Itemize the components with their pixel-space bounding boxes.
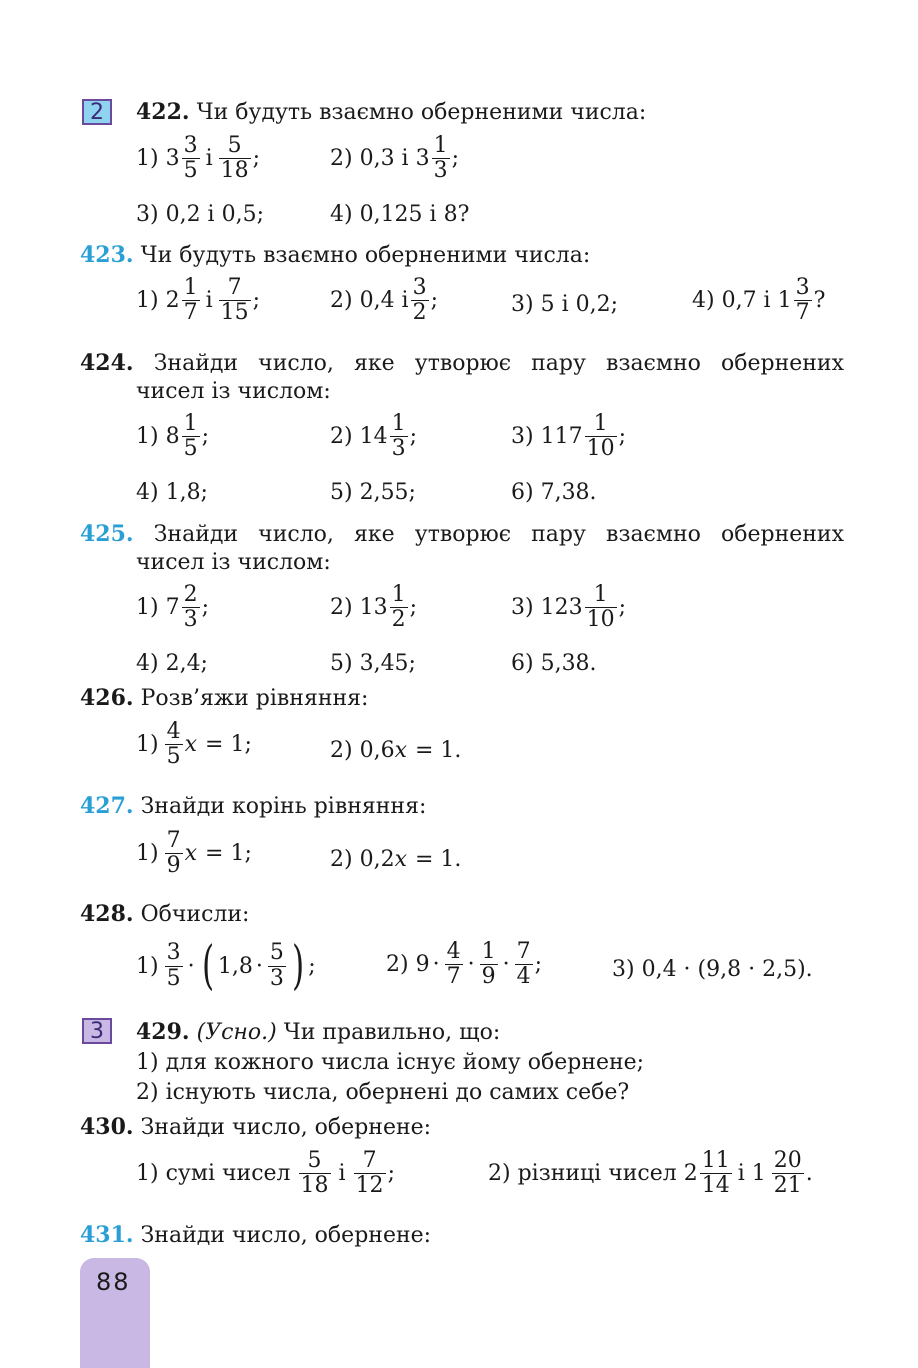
problem-number: 422.	[136, 99, 190, 125]
fraction: $\frac{5}{3}$	[269, 940, 284, 991]
problem-number: 425.	[80, 521, 134, 547]
problem-422-item-1: 1) 3 $\frac{3}{5}$ і $\frac{5}{18}$ ;	[136, 133, 261, 184]
problem-429-item-2: 2) існують числа, обернені до самих себе?	[136, 1080, 630, 1105]
problem-424-item-4: 4) 1,8;	[136, 480, 208, 505]
problem-423-item-3: 3) 5 і 0,2;	[511, 292, 618, 317]
problem-423-item-2: 2) 0,4 і $\frac{3}{2}$ ;	[330, 275, 439, 326]
problem-430-item-1: 1) сумі чисел $\frac{5}{18}$ і $\frac{7}{12}$ ;	[136, 1148, 395, 1199]
problem-428-item-2: 2) 9 · $\frac{4}{7}$ · $\frac{1}{9}$ · $\frac{7}{4}$ ;	[386, 939, 542, 990]
problem-423-item-1: 1) 2 $\frac{1}{7}$ і $\frac{7}{15}$ ;	[136, 275, 261, 326]
problem-424-item-6: 6) 7,38.	[511, 480, 597, 505]
fraction: $\frac{1}{7}$	[183, 275, 198, 326]
fraction: $\frac{1}{10}$	[586, 582, 615, 633]
problem-425-item-3: 3) 123 $\frac{1}{10}$ ;	[511, 582, 626, 633]
fraction: $\frac{20}{21}$	[773, 1148, 802, 1199]
problem-number: 428.	[80, 901, 134, 927]
problem-429-item-1: 1) для кожного числа існує йому обернене;	[136, 1050, 645, 1075]
problem-426-title: 426. Розв’яжи рівняння:	[80, 685, 369, 711]
problem-427-title: 427. Знайди корінь рівняння:	[80, 793, 427, 819]
problem-428-item-3: 3) 0,4 · (9,8 · 2,5).	[612, 957, 813, 982]
problem-424-item-3: 3) 117 $\frac{1}{10}$ ;	[511, 411, 626, 462]
problem-426-item-2: 2) 0,6 x = 1.	[330, 738, 462, 763]
problem-422-item-4: 4) 0,125 і 8?	[330, 202, 470, 227]
fraction: $\frac{2}{3}$	[183, 582, 198, 633]
problem-424-item-2: 2) 14 $\frac{1}{3}$ ;	[330, 411, 417, 462]
fraction: $\frac{1}{2}$	[391, 582, 406, 633]
level-3-badge: 3	[82, 1018, 112, 1044]
fraction: $\frac{4}{5}$	[166, 719, 181, 770]
fraction: $\frac{7}{4}$	[516, 939, 531, 990]
problem-number: 430.	[80, 1114, 134, 1140]
problem-425-item-2: 2) 13 $\frac{1}{2}$ ;	[330, 582, 417, 633]
problem-423-title: 423. Чи будуть взаємно оберненими числа:	[80, 242, 591, 268]
problem-431-title: 431. Знайди число, обернене:	[80, 1222, 432, 1248]
problem-424-item-1: 1) 8 $\frac{1}{5}$ ;	[136, 411, 209, 462]
problem-430-title: 430. Знайди число, обернене:	[80, 1114, 432, 1140]
problem-427-item-1: 1) $\frac{7}{9}$ x = 1;	[136, 828, 252, 879]
problem-424-item-5: 5) 2,55;	[330, 480, 416, 505]
fraction: $\frac{7}{15}$	[220, 275, 249, 326]
problem-422-item-3: 3) 0,2 і 0,5;	[136, 202, 264, 227]
fraction: $\frac{7}{9}$	[166, 828, 181, 879]
fraction: $\frac{7}{12}$	[355, 1148, 384, 1199]
fraction: $\frac{3}{7}$	[795, 275, 810, 326]
fraction: $\frac{1}{10}$	[586, 411, 615, 462]
problem-number: 424.	[80, 350, 134, 376]
problem-number: 427.	[80, 793, 134, 819]
problem-number: 423.	[80, 242, 134, 268]
fraction: $\frac{11}{14}$	[701, 1148, 730, 1199]
problem-425-item-4: 4) 2,4;	[136, 651, 208, 676]
fraction: $\frac{1}{3}$	[433, 133, 448, 184]
fraction: $\frac{3}{5}$	[166, 940, 181, 991]
fraction: $\frac{5}{18}$	[220, 133, 249, 184]
problem-430-item-2: 2) різниці чисел 2 $\frac{11}{14}$ і 1 $\frac{20}{21}$ .	[488, 1148, 813, 1199]
fraction: $\frac{1}{9}$	[481, 939, 496, 990]
problem-427-item-2: 2) 0,2 x = 1.	[330, 847, 462, 872]
problem-428-title: 428. Обчисли:	[80, 901, 250, 927]
level-2-badge: 2	[82, 99, 112, 125]
problem-425-title-cont: чисел із числом:	[136, 550, 331, 575]
fraction: $\frac{5}{18}$	[300, 1148, 329, 1199]
problem-422-item-2: 2) 0,3 і 3 $\frac{1}{3}$ ;	[330, 133, 460, 184]
fraction: $\frac{3}{5}$	[183, 133, 198, 184]
problem-426-item-1: 1) $\frac{4}{5}$ x = 1;	[136, 719, 252, 770]
problem-424-title-cont: чисел із числом:	[136, 379, 331, 404]
problem-number: 431.	[80, 1222, 134, 1248]
fraction: $\frac{1}{5}$	[183, 411, 198, 462]
fraction: $\frac{1}{3}$	[391, 411, 406, 462]
problem-429-title: 429. (Усно.) Чи правильно, що:	[136, 1019, 501, 1045]
problem-423-item-4: 4) 0,7 і 1 $\frac{3}{7}$ ?	[692, 275, 826, 326]
page-number: 88	[96, 1268, 131, 1296]
problem-number: 429.	[136, 1019, 190, 1045]
problem-425-item-5: 5) 3,45;	[330, 651, 416, 676]
problem-425-item-1: 1) 7 $\frac{2}{3}$ ;	[136, 582, 209, 633]
fraction: $\frac{4}{7}$	[446, 939, 461, 990]
problem-428-item-1: 1) $\frac{3}{5}$ · ( 1,8 · $\frac{5}{3}$ ) ;	[136, 936, 316, 996]
problem-425-title: 425. Знайди число, яке утворює пару взаємно обернених	[80, 521, 845, 547]
problem-422-title: 422. Чи будуть взаємно оберненими числа:	[136, 99, 647, 125]
problem-425-item-6: 6) 5,38.	[511, 651, 597, 676]
problem-424-title: 424. Знайди число, яке утворює пару взаємно обернених	[80, 350, 845, 376]
problem-number: 426.	[80, 685, 134, 711]
fraction: $\frac{3}{2}$	[412, 275, 427, 326]
